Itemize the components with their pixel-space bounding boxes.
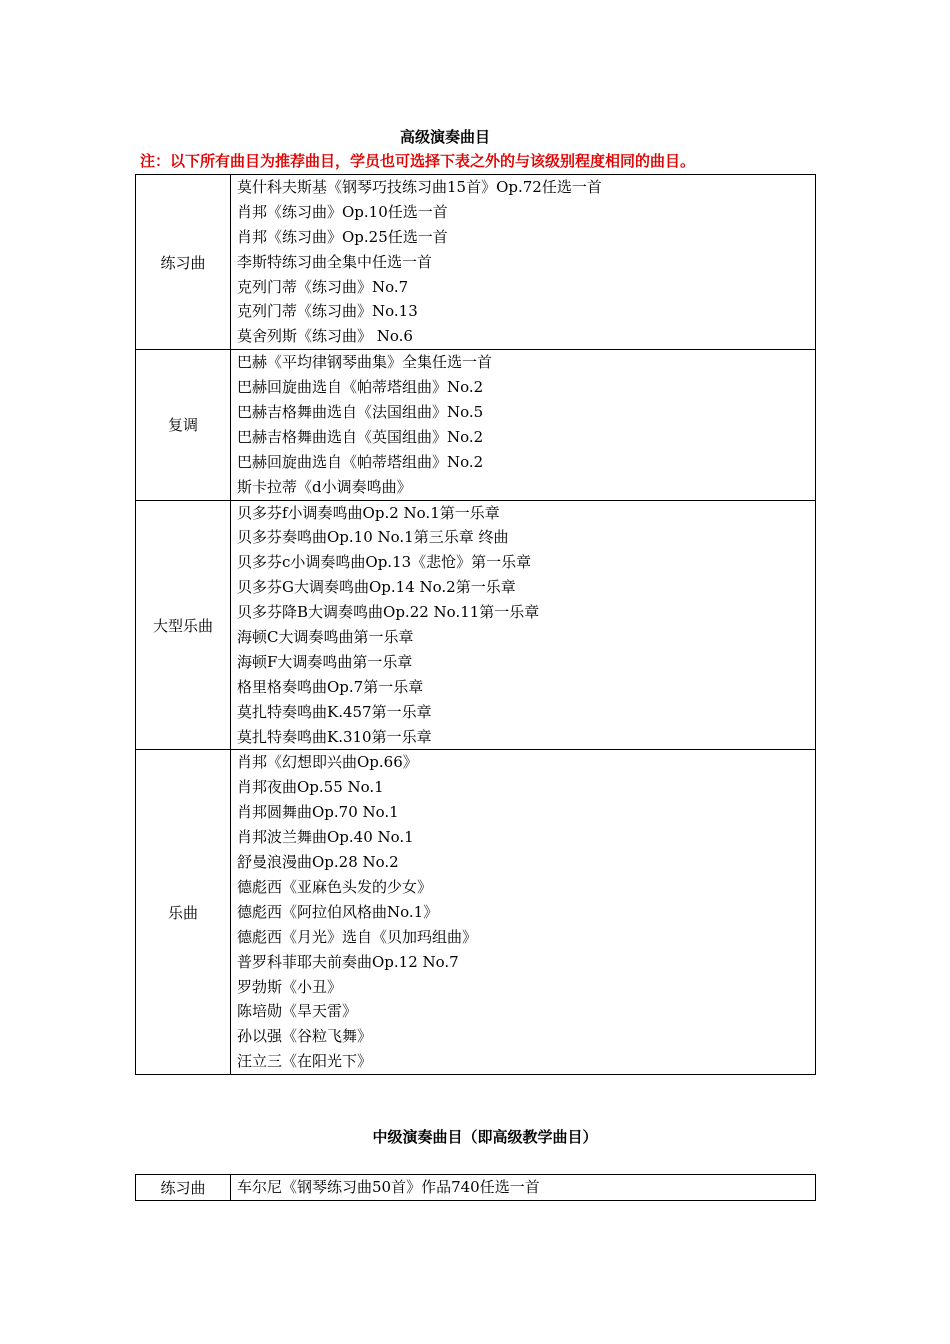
list-item: 贝多芬f小调奏鸣曲Op.2 No.1第一乐章 [237, 503, 500, 522]
items-cell [231, 500, 816, 750]
list-item: 克列门蒂《练习曲》No.13 [237, 302, 418, 321]
list-item: 巴赫吉格舞曲选自《英国组曲》No.2 [237, 427, 484, 446]
items-cell [231, 175, 816, 350]
list-item: 舒曼浪漫曲Op.28 No.2 [237, 853, 399, 872]
list-item: 巴赫回旋曲选自《帕蒂塔组曲》No.2 [237, 452, 484, 471]
intermediate-repertoire-table [135, 1174, 816, 1201]
items-cell [231, 1175, 816, 1201]
list-item: 普罗科菲耶夫前奏曲Op.12 No.7 [237, 952, 459, 971]
list-item: 贝多芬G大调奏鸣曲Op.14 No.2第一乐章 [237, 578, 516, 597]
list-item: 肖邦《练习曲》Op.10任选一首 [237, 202, 448, 221]
list-item: 李斯特练习曲全集中任选一首 [237, 252, 433, 271]
list-item: 肖邦《幻想即兴曲Op.66》 [237, 753, 418, 772]
recommendation-note: 注：以下所有曲目为推荐曲目，学员也可选择下表之外的与该级别程度相同的曲目。 [140, 152, 696, 170]
category-cell: 乐曲 [136, 750, 231, 1075]
list-item: 车尔尼《钢琴练习曲50首》作品740任选一首 [237, 1178, 540, 1196]
items-cell [231, 750, 816, 1075]
section-row-etudes [136, 1175, 816, 1201]
category-cell: 练习曲 [136, 1175, 231, 1201]
list-item: 肖邦《练习曲》Op.25任选一首 [237, 227, 448, 246]
list-item: 肖邦圆舞曲Op.70 No.1 [237, 803, 399, 822]
section-row-pieces [136, 750, 816, 1075]
list-item: 格里格奏鸣曲Op.7第一乐章 [237, 677, 424, 696]
list-item: 莫扎特奏鸣曲K.310第一乐章 [237, 727, 432, 746]
list-item: 巴赫吉格舞曲选自《法国组曲》No.5 [237, 403, 484, 422]
list-item: 海顿F大调奏鸣曲第一乐章 [237, 652, 413, 671]
category-cell: 复调 [136, 350, 231, 500]
category-cell: 练习曲 [136, 175, 231, 350]
list-item: 巴赫《平均律钢琴曲集》全集任选一首 [237, 353, 493, 372]
list-item: 贝多芬c小调奏鸣曲Op.13《悲怆》第一乐章 [237, 553, 532, 572]
list-item: 海顿C大调奏鸣曲第一乐章 [237, 628, 414, 647]
list-item: 贝多芬降B大调奏鸣曲Op.22 No.11第一乐章 [237, 603, 540, 622]
list-item: 陈培勋《旱天雷》 [237, 1002, 358, 1021]
list-item: 贝多芬奏鸣曲Op.10 No.1第三乐章 终曲 [237, 528, 509, 547]
list-item: 德彪西《阿拉伯风格曲No.1》 [237, 902, 439, 921]
list-item: 肖邦波兰舞曲Op.40 No.1 [237, 828, 414, 847]
list-item: 斯卡拉蒂《d小调奏鸣曲》 [237, 477, 412, 496]
list-item: 德彪西《月光》选自《贝加玛组曲》 [237, 927, 478, 946]
list-item: 汪立三《在阳光下》 [237, 1052, 373, 1071]
list-item: 莫舍列斯《练习曲》 No.6 [237, 327, 413, 346]
category-cell: 大型乐曲 [136, 500, 231, 750]
list-item: 肖邦夜曲Op.55 No.1 [237, 778, 384, 797]
list-item: 罗勃斯《小丑》 [237, 977, 343, 996]
list-item: 巴赫回旋曲选自《帕蒂塔组曲》No.2 [237, 378, 484, 397]
section-row-large-works [136, 500, 816, 750]
list-item: 孙以强《谷粒飞舞》 [237, 1027, 373, 1046]
list-item: 莫什科夫斯基《钢琴巧技练习曲15首》Op.72任选一首 [237, 178, 602, 196]
list-item: 德彪西《亚麻色头发的少女》 [237, 877, 433, 896]
items-cell [231, 350, 816, 500]
section-row-polyphony [136, 350, 816, 500]
list-item: 莫扎特奏鸣曲K.457第一乐章 [237, 702, 432, 721]
list-item: 克列门蒂《练习曲》No.7 [237, 277, 409, 296]
advanced-repertoire-table [135, 174, 816, 1075]
section-row-etudes [136, 175, 816, 350]
intermediate-title: 中级演奏曲目（即高级教学曲目） [372, 1128, 598, 1146]
advanced-title: 高级演奏曲目 [399, 128, 490, 146]
